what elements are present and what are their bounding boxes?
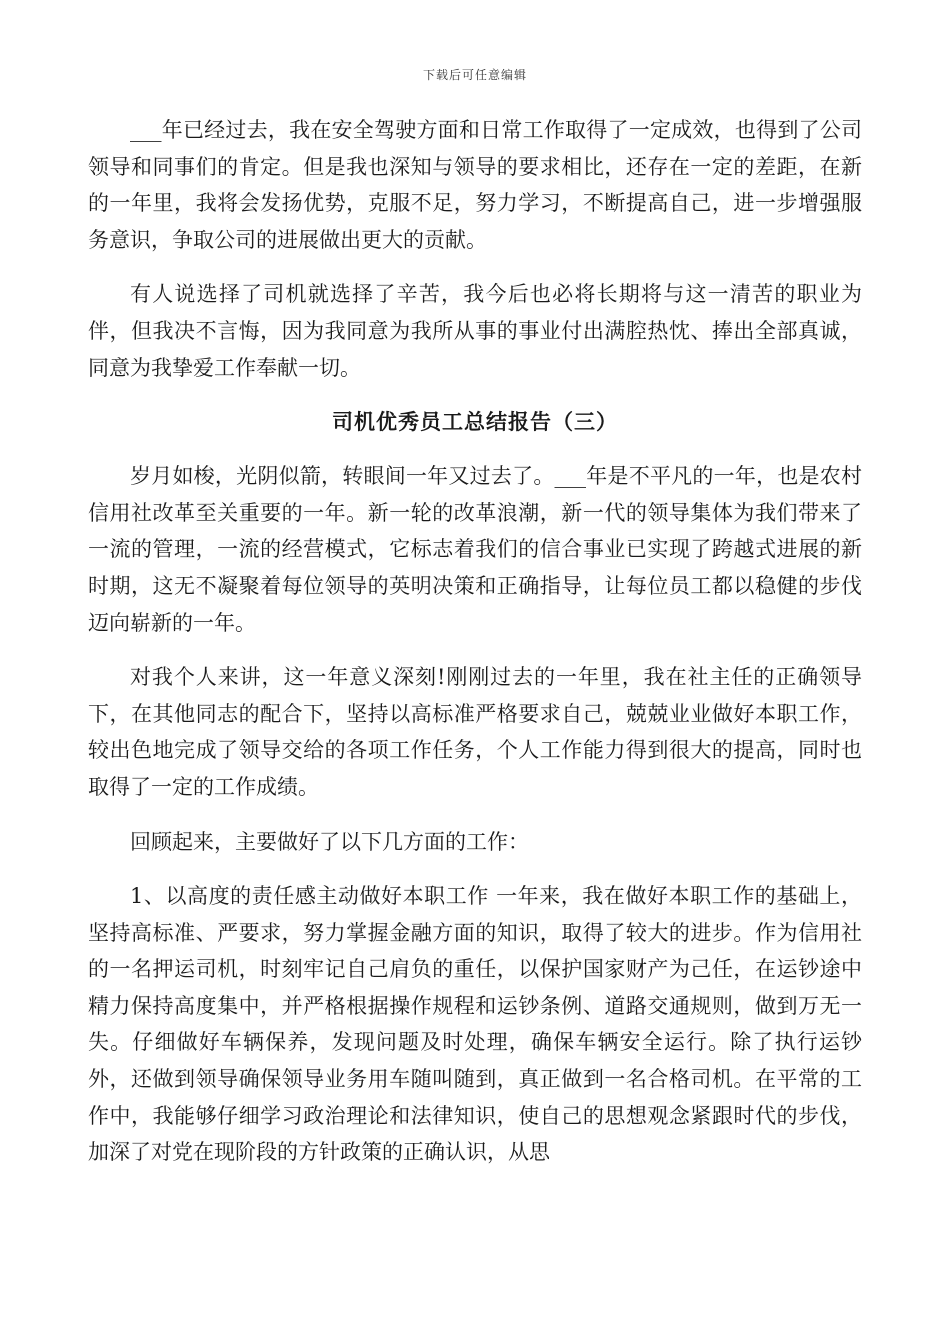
section-title: 司机优秀员工总结报告（三） [332, 409, 618, 435]
paragraph: 1、以高度的责任感主动做好本职工作 一年来，我在做好本职工作的基础上，坚持高标准、严要求，努力掌握金融方面的知识，取得了较大的进步。作为信用社的一名押运司机，时刻牢记自己肩负的重任，以保护国家财产为己任，在运钞途中精力保持高度集中，并严格根据操作规程和运钞条例、道路交通规则，做到万无一失。仔细做好车辆保养，发现问题及时处理，确保车辆安全运行。除了执行运钞外，还做到领导确保领导业务用车随叫随到，真正做到一名合格司机。在平常的工作中，我能够仔细学习政治理论和法律知识，使自己的思想观念紧跟时代的步伐，加深了对党在现阶段的方针政策的正确认识，从思 [88, 884, 862, 1165]
paragraph: 岁月如梭，光阴似箭，转眼间一年又过去了。___年是不平凡的一年，也是农村信用社改革至关重要的一年。新一轮的改革浪潮，新一代的领导集体为我们带来了一流的管理，一流的经营模式，它标志着我们的信合事业已实现了跨越式进展的新时期，这无不凝聚着每位领导的英明决策和正确指导，让每位员工都以稳健的步伐迈向崭新的一年。 [88, 464, 862, 635]
paragraph: 回顾起来，主要做好了以下几方面的工作： [130, 829, 529, 854]
paragraph: 对我个人来讲，这一年意义深刻!刚刚过去的一年里，我在社主任的正确领导下，在其他同志的配合下，坚持以高标准严格要求自己，兢兢业业做好本职工作，较出色地完成了领导交给的各项工作任务，个人工作能力得到很大的提高，同时也取得了一定的工作成绩。 [88, 665, 862, 799]
page-header: 下载后可任意编辑 [422, 68, 527, 82]
paragraph: ___年已经过去，我在安全驾驶方面和日常工作取得了一定成效，也得到了公司领导和同事们的肯定。但是我也深知与领导的要求相比，还存在一定的差距，在新的一年里，我将会发扬优势，克服不足，努力学习，不断提高自己，进一步增强服务意识，争取公司的进展做出更大的贡献。 [88, 118, 862, 252]
paragraph: 有人说选择了司机就选择了辛苦，我今后也必将长期将与这一清苦的职业为伴，但我决不言悔，因为我同意为我所从事的事业付出满腔热忱、捧出全部真诚，同意为我挚爱工作奉献一切。 [88, 282, 862, 380]
document-body [88, 112, 862, 1189]
